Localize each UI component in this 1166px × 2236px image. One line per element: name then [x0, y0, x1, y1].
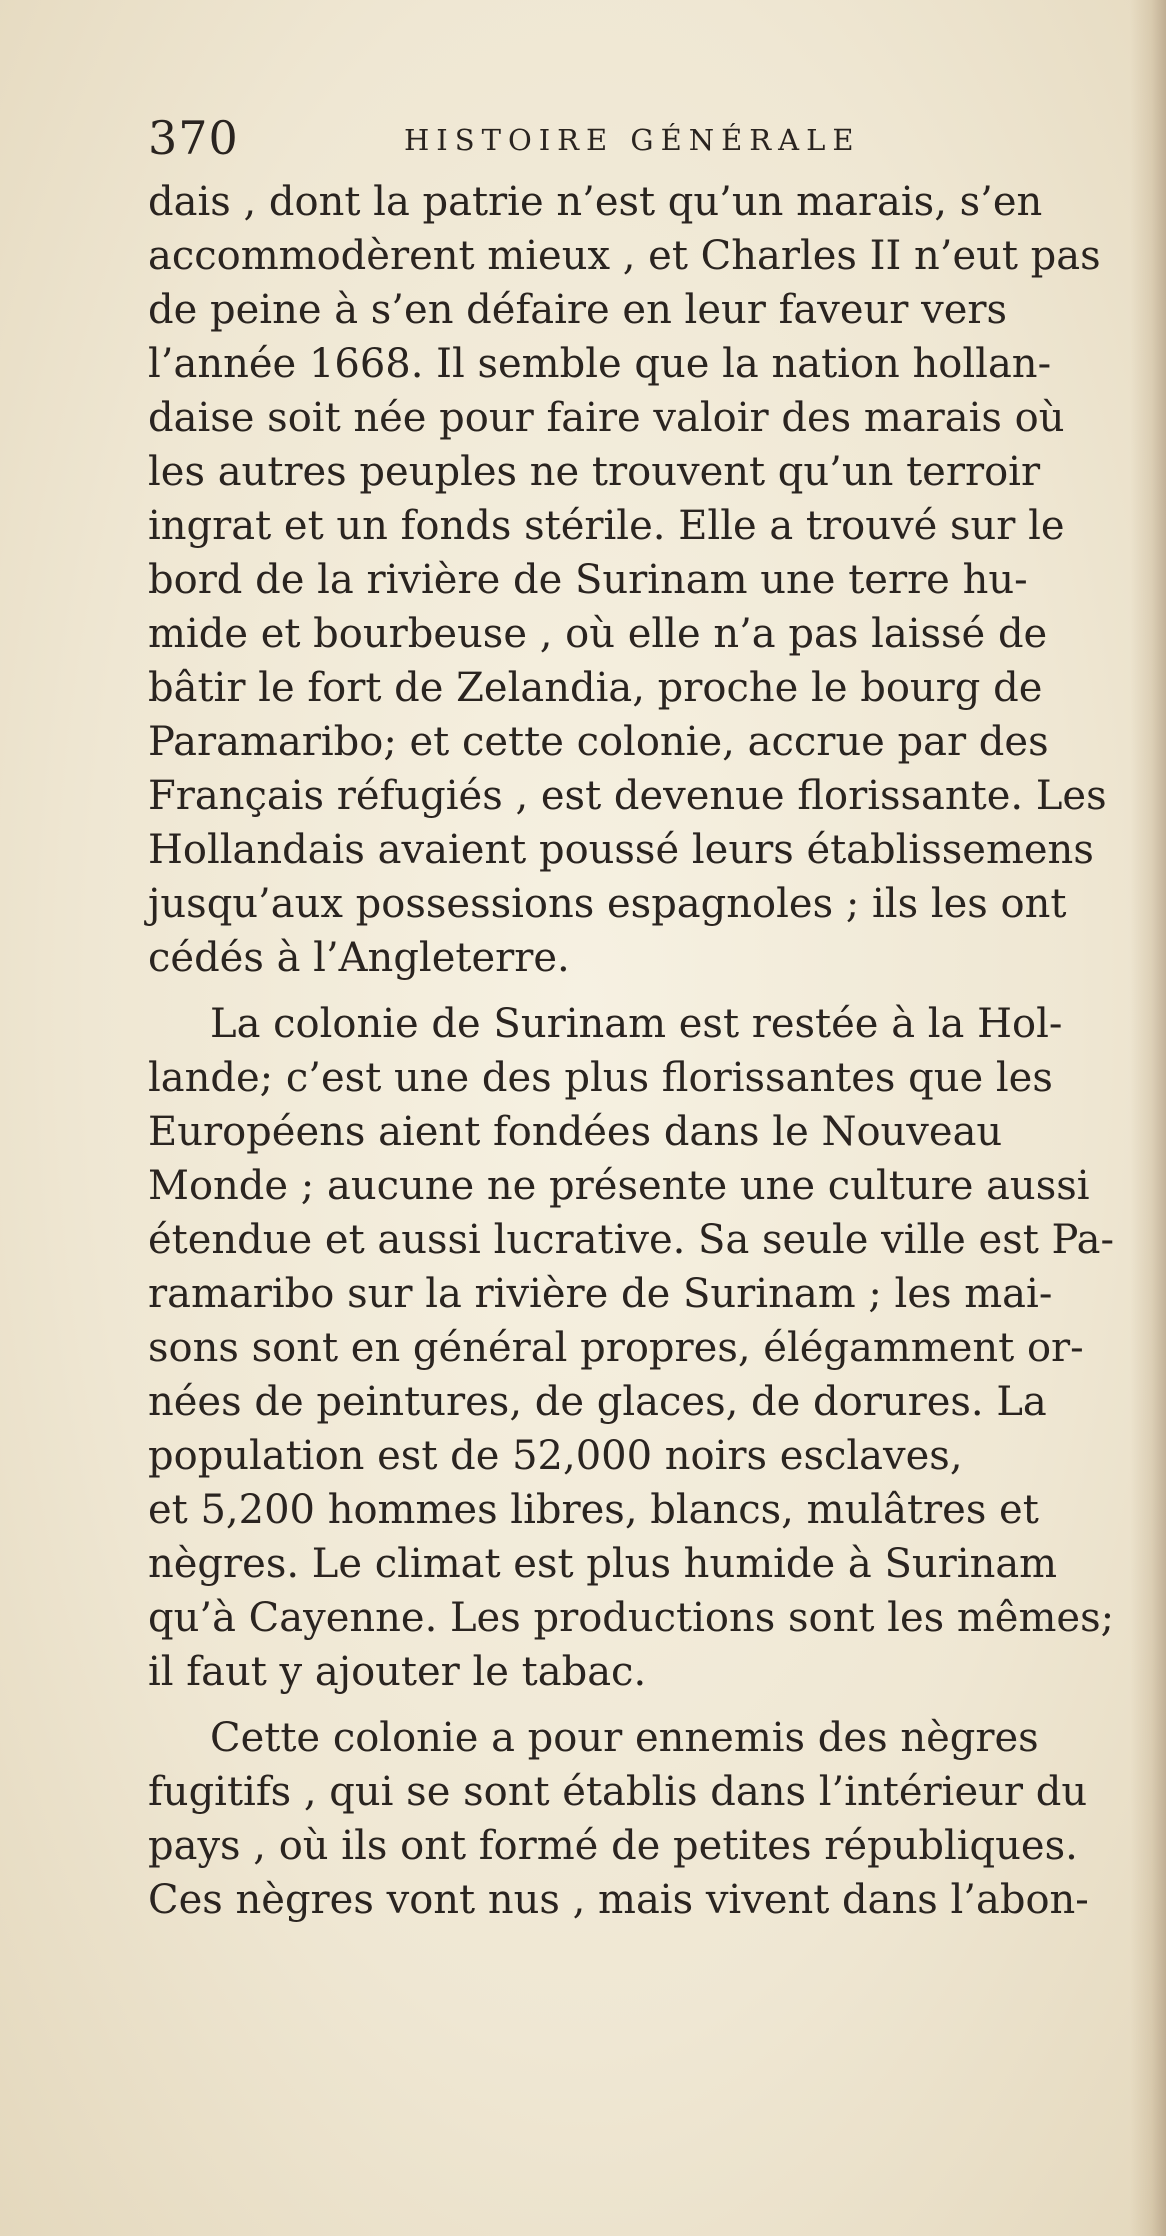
text-line: jusqu’aux possessions espagnoles ; ils les ont [148, 881, 1067, 927]
text-line: nées de peintures, de glaces, de dorures. La [148, 1379, 1047, 1425]
running-head: HISTOIRE GÉNÉRALE [404, 123, 861, 157]
text-line: dais , dont la patrie n’est qu’un marais, s’en [148, 179, 1043, 225]
text-line: Français réfugiés , est devenue florissante. Les [148, 773, 1107, 819]
text-line: Paramaribo; et cette colonie, accrue par des [148, 719, 1049, 765]
text-line: nègres. Le climat est plus humide à Surinam [148, 1541, 1058, 1587]
text-line: étendue et aussi lucrative. Sa seule ville est Pa- [148, 1217, 1114, 1263]
text-line: il faut y ajouter le tabac. [148, 1649, 647, 1695]
text-line: fugitifs , qui se sont établis dans l’intérieur du [148, 1769, 1088, 1815]
text-line: Ces nègres vont nus , mais vivent dans l’abon- [148, 1877, 1089, 1923]
text-line: ingrat et un fonds stérile. Elle a trouvé sur le [148, 503, 1065, 549]
text-line: les autres peuples ne trouvent qu’un terroir [148, 449, 1041, 495]
text-line: sons sont en général propres, élégamment or- [148, 1325, 1084, 1371]
text-line: cédés à l’Angleterre. [148, 935, 570, 981]
text-line: ramaribo sur la rivière de Surinam ; les mai- [148, 1271, 1053, 1317]
page-header [148, 108, 928, 168]
text-line: population est de 52,000 noirs esclaves, [148, 1433, 963, 1479]
text-line: bord de la rivière de Surinam une terre hu- [148, 557, 1028, 603]
text-line: de peine à s’en défaire en leur faveur vers [148, 287, 1008, 333]
text-line: Hollandais avaient poussé leurs établissemens [148, 827, 1094, 873]
text-line: pays , où ils ont formé de petites républiques. [148, 1823, 1078, 1869]
text-line: Monde ; aucune ne présente une culture aussi [148, 1163, 1090, 1209]
text-line: Européens aient fondées dans le Nouveau [148, 1109, 1003, 1155]
text-line: daise soit née pour faire valoir des marais où [148, 395, 1065, 441]
text-line: mide et bourbeuse , où elle n’a pas laissé de [148, 611, 1048, 657]
text-line: qu’à Cayenne. Les productions sont les mêmes; [148, 1595, 1115, 1641]
paragraph-gap [148, 1699, 1128, 1711]
paragraph-gap [148, 985, 1128, 997]
text-line: bâtir le fort de Zelandia, proche le bourg de [148, 665, 1043, 711]
text-line: accommodèrent mieux , et Charles II n’eut pas [148, 233, 1101, 279]
paragraph-first-line: Cette colonie a pour ennemis des nègres [210, 1715, 1039, 1761]
text-line: et 5,200 hommes libres, blancs, mulâtres et [148, 1487, 1039, 1533]
page-number: 370 [148, 111, 239, 165]
text-line: l’année 1668. Il semble que la nation hollan- [148, 341, 1052, 387]
body-text [148, 175, 1128, 1927]
paragraph-first-line: La colonie de Surinam est restée à la Hol- [210, 1001, 1063, 1047]
page-edge-shadow [1130, 0, 1166, 2236]
text-line: lande; c’est une des plus florissantes que les [148, 1055, 1053, 1101]
